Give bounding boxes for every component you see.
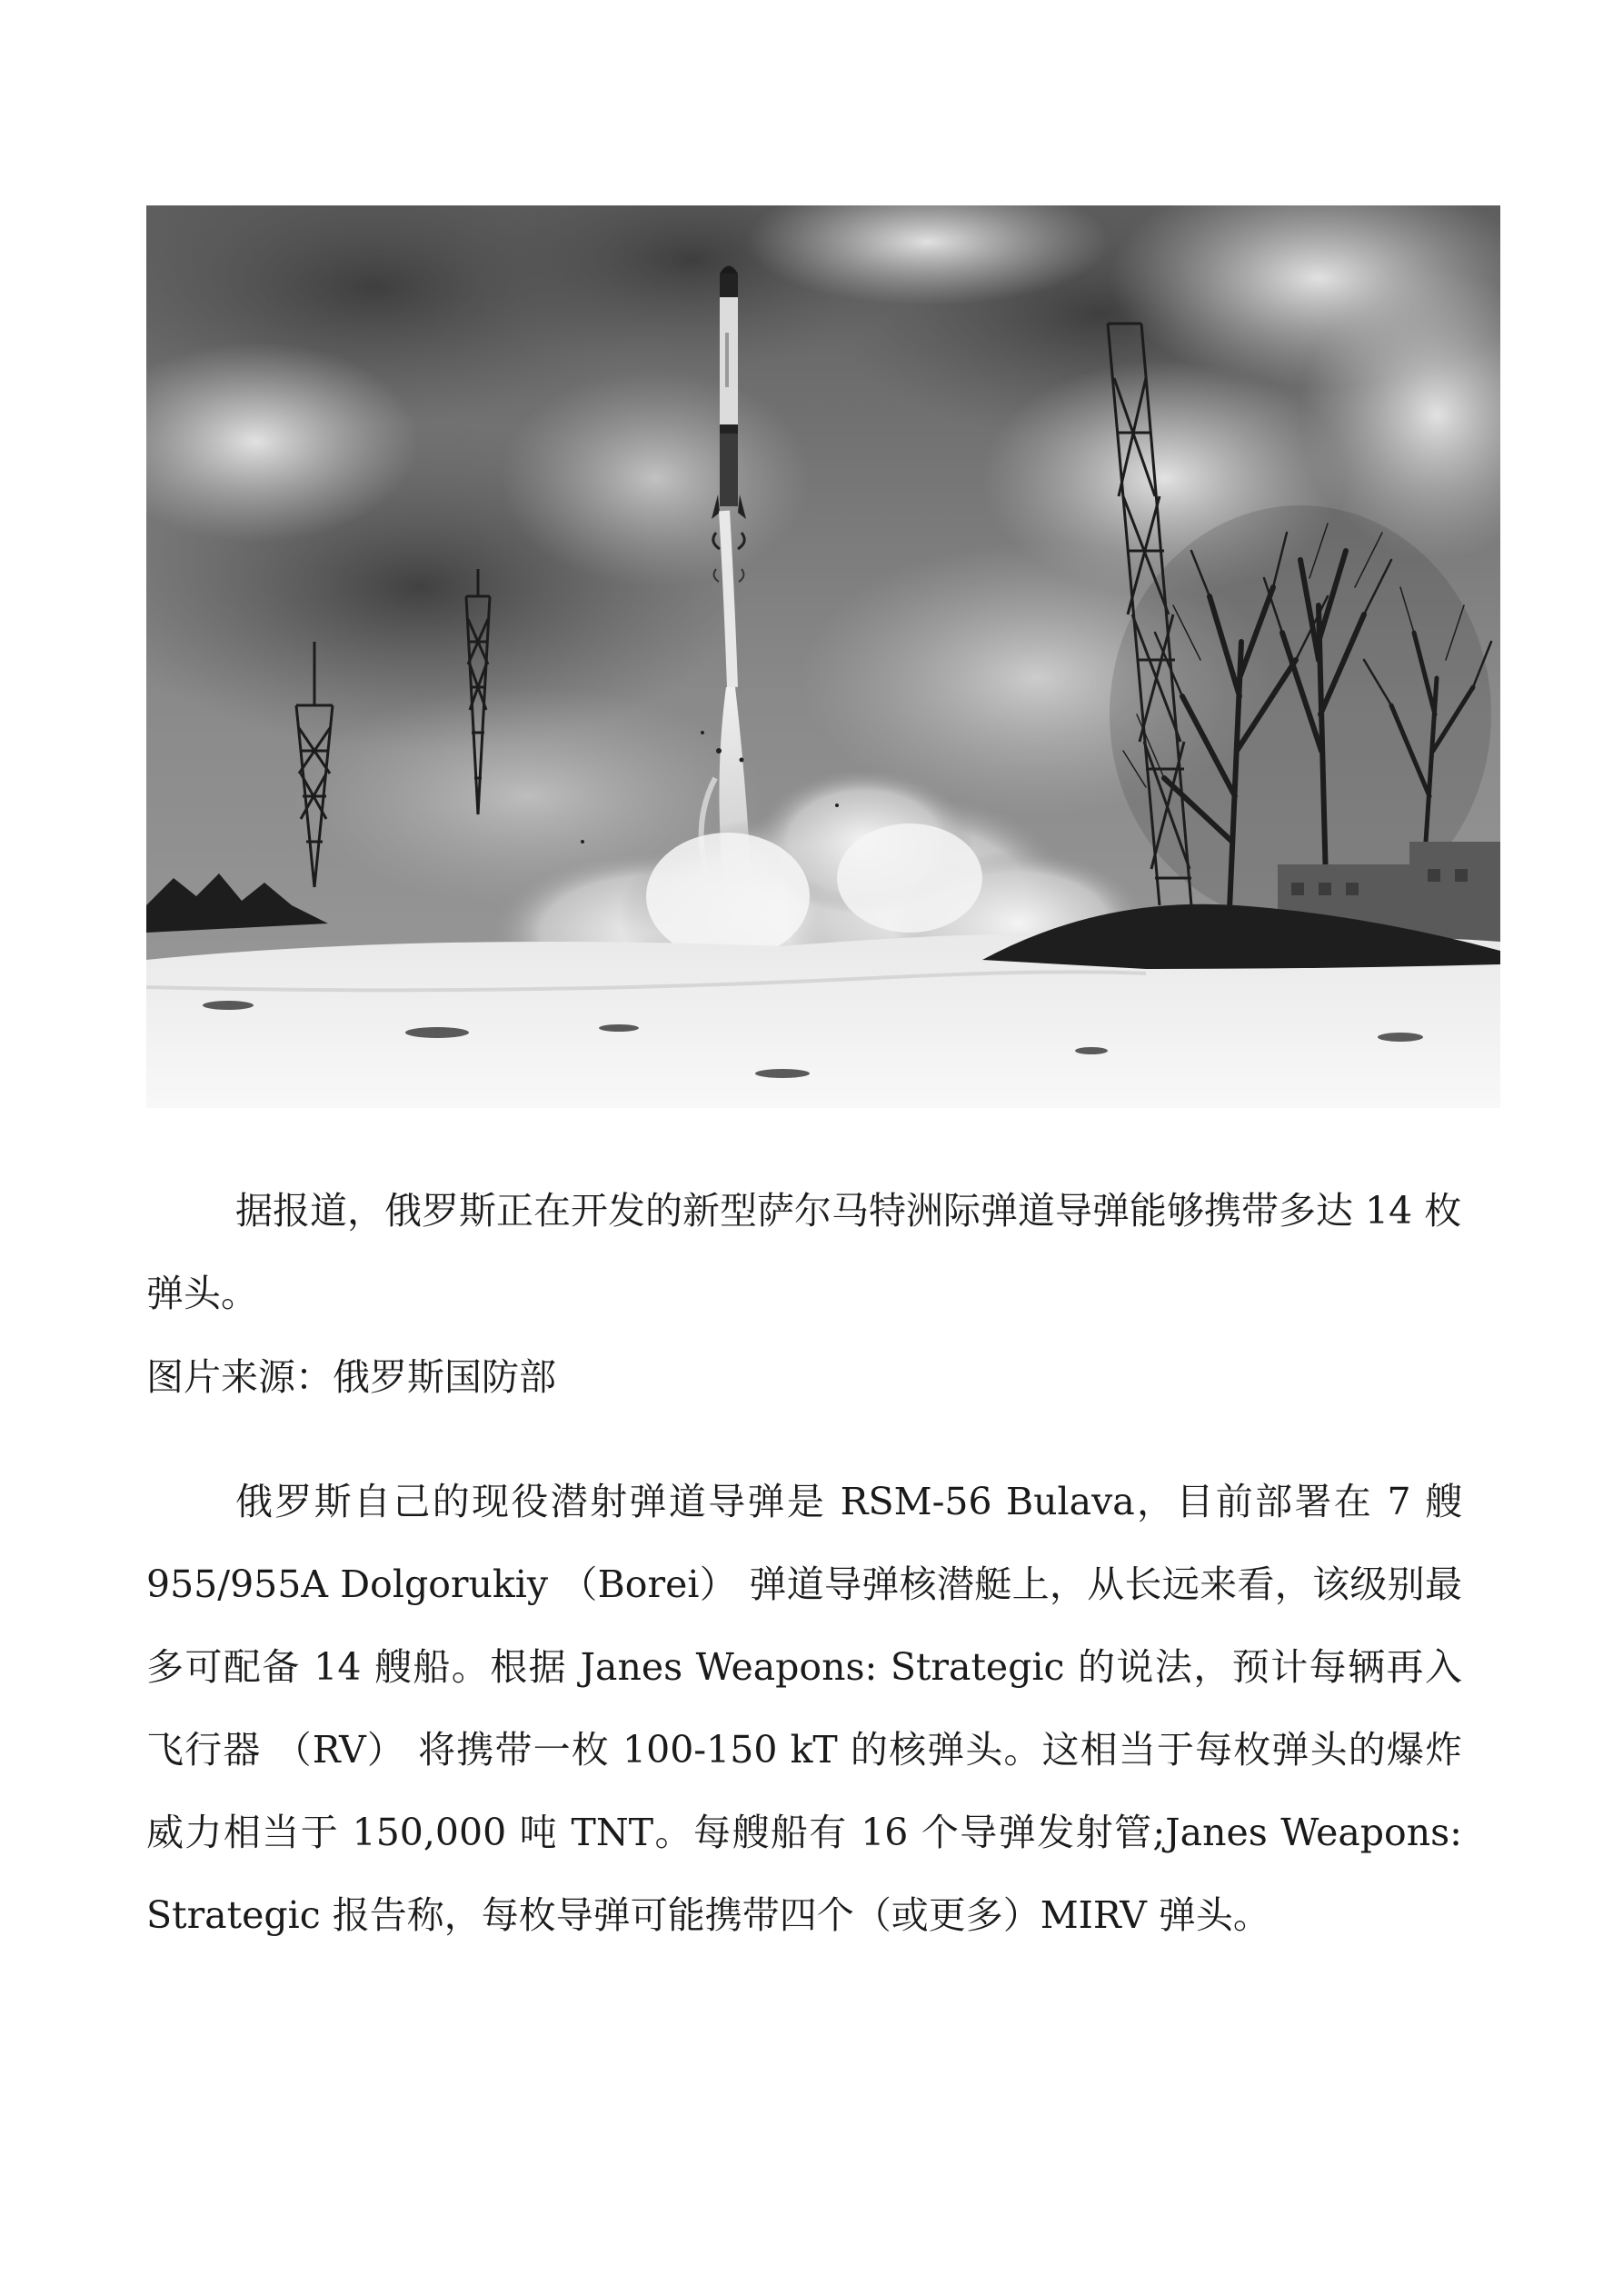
body-paragraph-block <box>146 1461 1462 1957</box>
caption-text: 据报道，俄罗斯正在开发的新型萨尔马特洲际弹道导弹能够携带多达 14 枚弹头。 <box>146 1189 1462 1315</box>
launch-scene-graphic <box>146 205 1500 1108</box>
missile-launch-photo <box>146 205 1500 1108</box>
body-paragraph: 俄罗斯自己的现役潜射弹道导弹是 RSM-56 Bulava，目前部署在 7 艘 955/955A Dolgorukiy （Borei） 弹道导弹核潜艇上，从长远来看，该级别最多可配备 14 艘船。根据 Janes Weapons: Strategic 的说法，预计每辆再入飞行器 （RV） 将携带一枚 100-150 kT 的核弹头。这相当于每枚弹头的爆炸威力相当于 150,000 吨 TNT。每艘船有 16 个导弹发射管;Janes Weapons: Strategic 报告称，每枚导弹可能携带四个（或更多）MIRV 弹头。 <box>146 1480 1462 1937</box>
photo-source-line: 图片来源：俄罗斯国防部 <box>146 1355 556 1399</box>
photo-caption <box>146 1170 1462 1335</box>
